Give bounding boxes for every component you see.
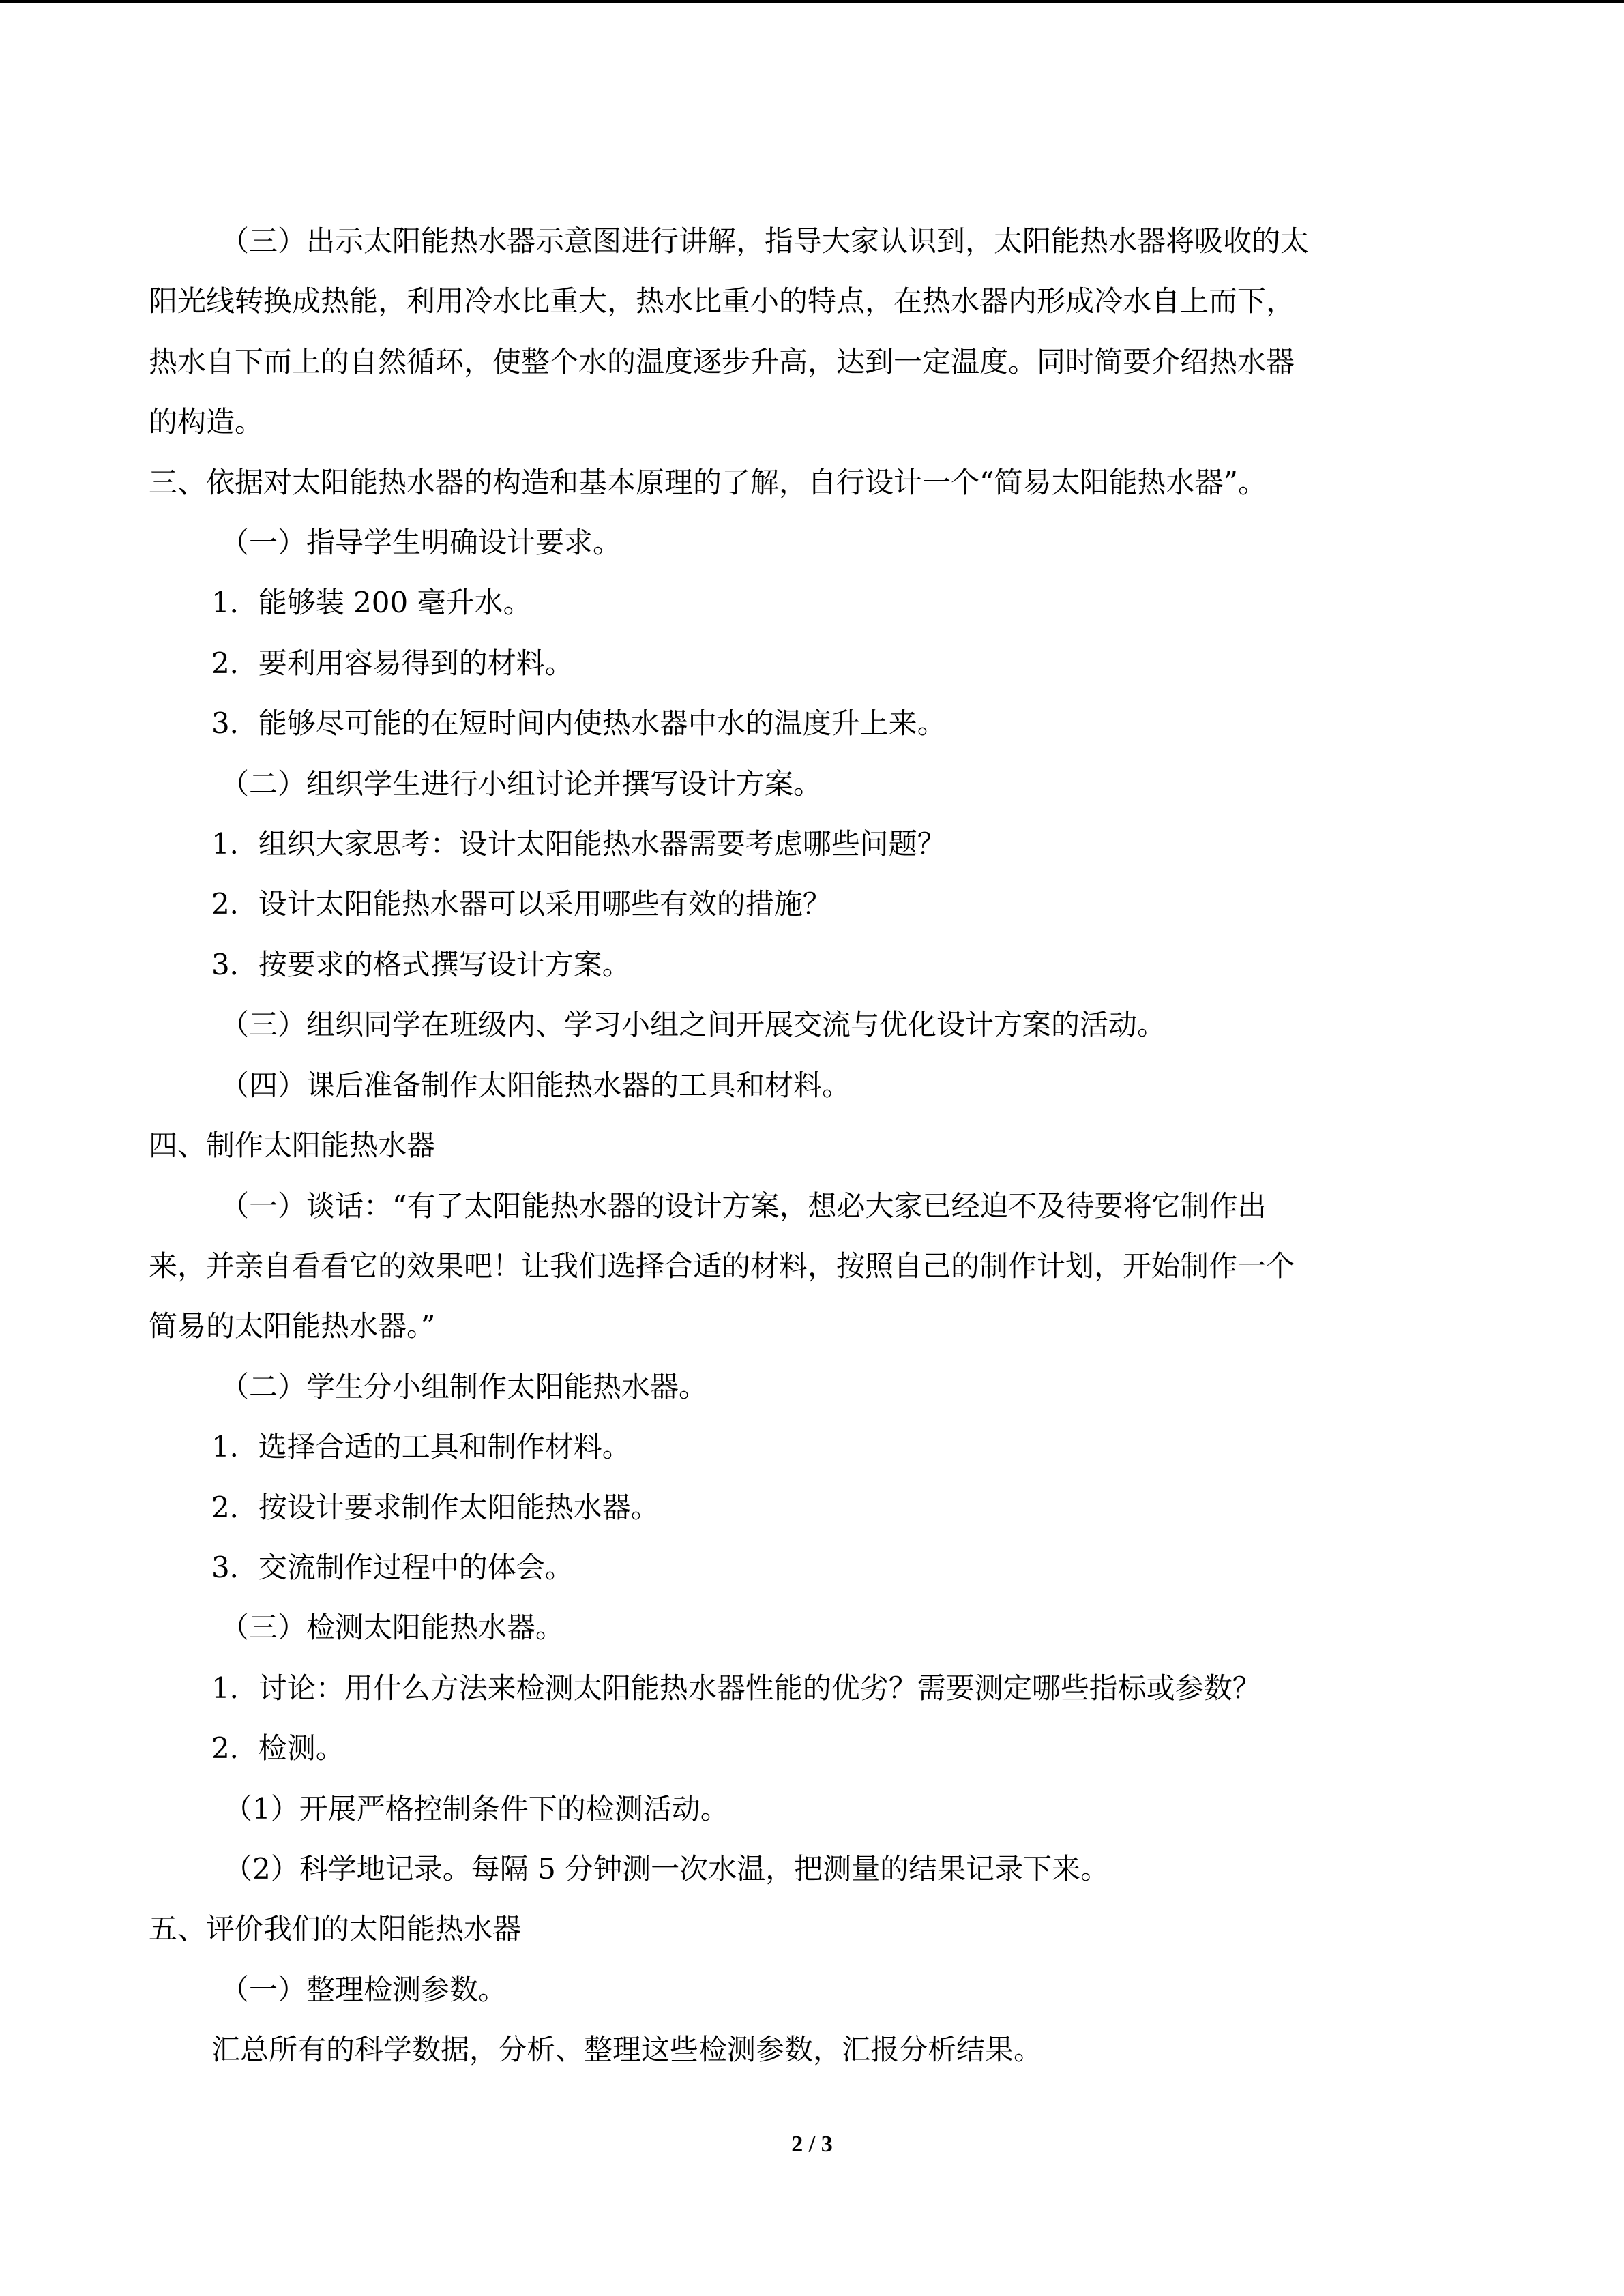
text-line: 2．要利用容易得到的材料。 — [211, 646, 574, 680]
paragraph — [149, 1960, 1458, 2020]
paragraph — [149, 1538, 1458, 1598]
text-line: 阳光线转换成热能，利用冷水比重大，热水比重小的特点，在热水器内形成冷水自上而下， — [149, 284, 1295, 318]
paragraph — [149, 694, 1458, 754]
text-line: （二）组织学生进行小组讨论并撰写设计方案。 — [220, 766, 823, 801]
paragraph — [149, 995, 1458, 1055]
paragraph — [149, 1478, 1458, 1538]
paragraph — [149, 1598, 1458, 1658]
paragraph — [149, 633, 1458, 694]
text-line: 2．按设计要求制作太阳能热水器。 — [211, 1490, 660, 1524]
text-line: 3．交流制作过程中的体会。 — [211, 1550, 574, 1584]
text-line: （二）学生分小组制作太阳能热水器。 — [220, 1369, 708, 1403]
paragraph — [149, 935, 1458, 995]
paragraph — [149, 1658, 1458, 1718]
text-line: 1．组织大家思考：设计太阳能热水器需要考虑哪些问题？ — [211, 827, 946, 861]
paragraph — [149, 2020, 1458, 2080]
text-line: 2．设计太阳能热水器可以采用哪些有效的措施？ — [211, 887, 831, 921]
paragraph — [149, 1718, 1458, 1778]
text-line: 热水自下而上的自然循环，使整个水的温度逐步升高，达到一定温度。同时简要介绍热水器 — [149, 344, 1295, 378]
text-line: （四）课后准备制作太阳能热水器的工具和材料。 — [220, 1068, 851, 1102]
text-line: 汇总所有的科学数据，分析、整理这些检测参数，汇报分析结果。 — [211, 2033, 1043, 2067]
paragraph — [149, 573, 1458, 633]
paragraph — [149, 1839, 1458, 1899]
paragraph — [149, 754, 1458, 814]
paragraph — [149, 1357, 1458, 1417]
text-line: （三）出示太阳能热水器示意图进行讲解，指导大家认识到，太阳能热水器将吸收的太 — [220, 224, 1310, 258]
text-line: （1）开展严格控制条件下的检测活动。 — [224, 1791, 729, 1825]
text-line: 的构造。 — [149, 405, 264, 439]
text-line: 简易的太阳能热水器。” — [149, 1309, 436, 1343]
paragraph — [149, 453, 1458, 513]
text-line: 三、依据对太阳能热水器的构造和基本原理的了解，自行设计一个“简易太阳能热水器”。 — [149, 465, 1267, 499]
paragraph — [149, 1056, 1458, 1116]
paragraph — [149, 211, 1458, 453]
paragraph — [149, 1899, 1458, 1959]
text-line: 1．讨论：用什么方法来检测太阳能热水器性能的优劣？需要测定哪些指标或参数？ — [211, 1671, 1261, 1705]
top-border-line — [0, 0, 1624, 3]
text-line: 四、制作太阳能热水器 — [149, 1129, 436, 1163]
text-line: （2）科学地记录。每隔 5 分钟测一次水温，把测量的结果记录下来。 — [224, 1851, 1110, 1885]
text-line: 3．能够尽可能的在短时间内使热水器中水的温度升上来。 — [211, 706, 946, 741]
text-line: 1．能够装 200 毫升水。 — [211, 586, 532, 620]
text-line: 1．选择合适的工具和制作材料。 — [211, 1430, 631, 1464]
paragraph — [149, 1779, 1458, 1839]
text-line: 来，并亲自看看它的效果吧！让我们选择合适的材料，按照自己的制作计划，开始制作一个 — [149, 1249, 1295, 1283]
paragraph — [149, 814, 1458, 874]
text-line: （一）指导学生明确设计要求。 — [220, 526, 622, 560]
page-number: 2 / 3 — [791, 2132, 833, 2157]
paragraph — [149, 1116, 1458, 1176]
text-line: （三）检测太阳能热水器。 — [220, 1611, 565, 1645]
text-line: 五、评价我们的太阳能热水器 — [149, 1912, 522, 1946]
text-line: （一）谈话：“有了太阳能热水器的设计方案，想必大家已经迫不及待要将它制作出 — [220, 1189, 1267, 1223]
text-line: 2．检测。 — [211, 1731, 344, 1765]
text-line: 3．按要求的格式撰写设计方案。 — [211, 947, 631, 981]
paragraph — [149, 874, 1458, 934]
paragraph — [149, 1417, 1458, 1477]
text-line: （一）整理检测参数。 — [220, 1972, 507, 2006]
document-body — [149, 211, 1458, 2081]
text-line: （三）组织同学在班级内、学习小组之间开展交流与优化设计方案的活动。 — [220, 1008, 1166, 1042]
paragraph — [149, 513, 1458, 573]
paragraph — [149, 1176, 1458, 1357]
